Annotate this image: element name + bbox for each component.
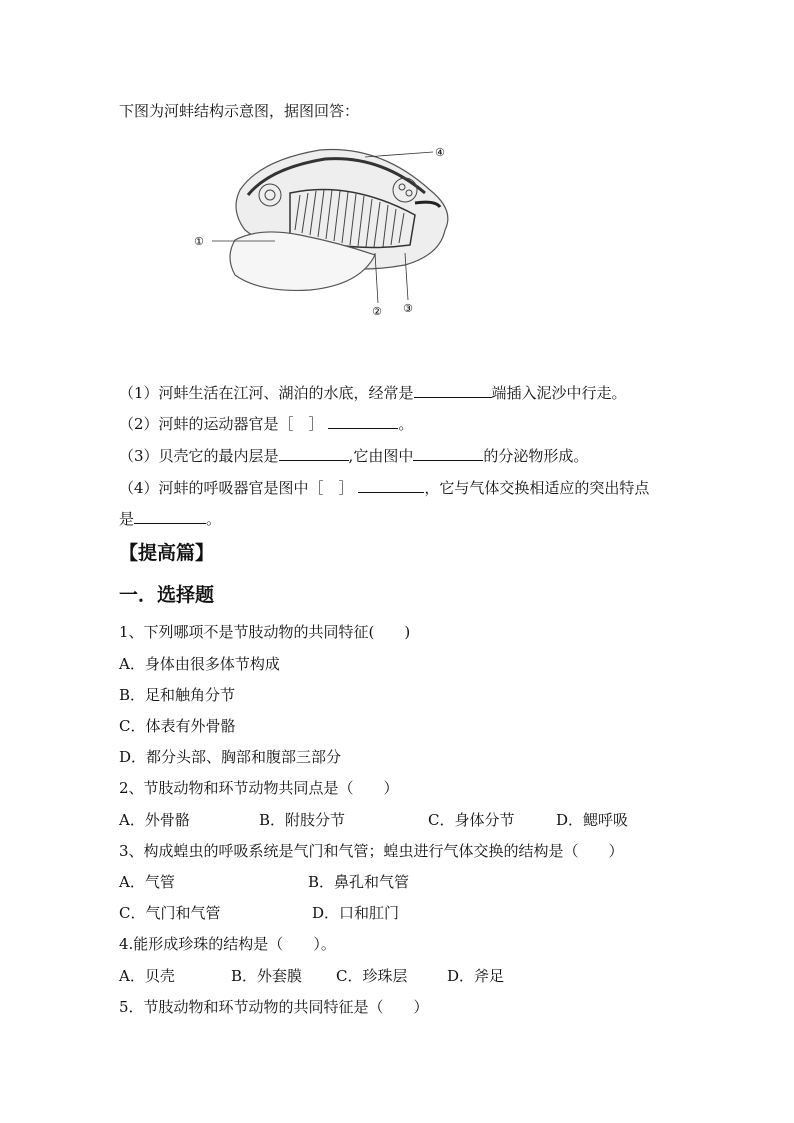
mc-question-4: 4.能形成珍珠的结构是（ ）。 [119, 935, 336, 953]
mc-option-3d: D．口和肛门 [312, 904, 400, 922]
mc-option-4b: B．外套膜 [231, 967, 303, 985]
mc-option-3c: C．气门和气管 [119, 904, 221, 922]
blank-1[interactable] [414, 383, 492, 398]
mc-option-1c: C．体表有外骨骼 [119, 717, 236, 735]
blank-5[interactable] [134, 509, 206, 524]
mc-question-3: 3、构成蝗虫的呼吸系统是气门和气管；蝗虫进行气体交换的结构是（ ） [119, 842, 624, 860]
mc-option-1d: D．都分头部、胸部和腹部三部分 [119, 748, 342, 766]
mc-question-1: 1、下列哪项不是节肢动物的共同特征( ) [119, 623, 411, 641]
blank-2[interactable] [328, 414, 398, 429]
mussel-drawing [190, 135, 470, 325]
section-title: 【提高篇】 [119, 542, 215, 564]
label-4: ④ [435, 146, 445, 159]
mc-question-2: 2、节肢动物和环节动物共同点是（ ） [119, 779, 399, 797]
question-1: （1）河蚌生活在江河、湖泊的水底，经常是 端插入泥沙中行走。 [119, 384, 627, 402]
blank-3b[interactable] [413, 446, 483, 461]
mc-question-5: 5．节肢动物和环节动物的共同特征是（ ） [119, 998, 429, 1016]
question-4: （4）河蚌的呼吸器官是图中［ ］ ，它与气体交换相适应的突出特点 [119, 479, 650, 497]
question-2: （2）河蚌的运动器官是［ ］ 。 [119, 415, 414, 433]
mc-option-1b: B．足和触角分节 [119, 686, 236, 704]
mc-option-1a: A．身体由很多体节构成 [119, 655, 280, 673]
label-3: ③ [403, 302, 413, 315]
blank-3a[interactable] [279, 446, 349, 461]
mc-option-3b: B．鼻孔和气管 [308, 873, 410, 891]
mc-option-2a: A．外骨骼 [119, 811, 190, 829]
question-3: （3）贝壳它的最内层是 ,它由图中 的分泌物形成。 [119, 447, 589, 465]
mc-option-4c: C．珍珠层 [336, 967, 408, 985]
blank-4[interactable] [358, 478, 424, 493]
mc-option-3a: A．气管 [119, 873, 175, 891]
mc-option-2d: D．鳃呼吸 [556, 811, 629, 829]
mc-option-2b: B．附肢分节 [259, 811, 346, 829]
mussel-diagram [190, 135, 470, 325]
subsection-title: 一．选择题 [119, 584, 215, 606]
mc-option-4d: D．斧足 [447, 967, 505, 985]
question-4-continued: 是 。 [119, 510, 222, 528]
mc-option-4a: A．贝壳 [119, 967, 175, 985]
mc-option-2c: C．身体分节 [428, 811, 515, 829]
label-2: ② [372, 305, 382, 318]
intro-text: 下图为河蚌结构示意图，据图回答： [119, 102, 360, 120]
label-1: ① [194, 235, 204, 248]
